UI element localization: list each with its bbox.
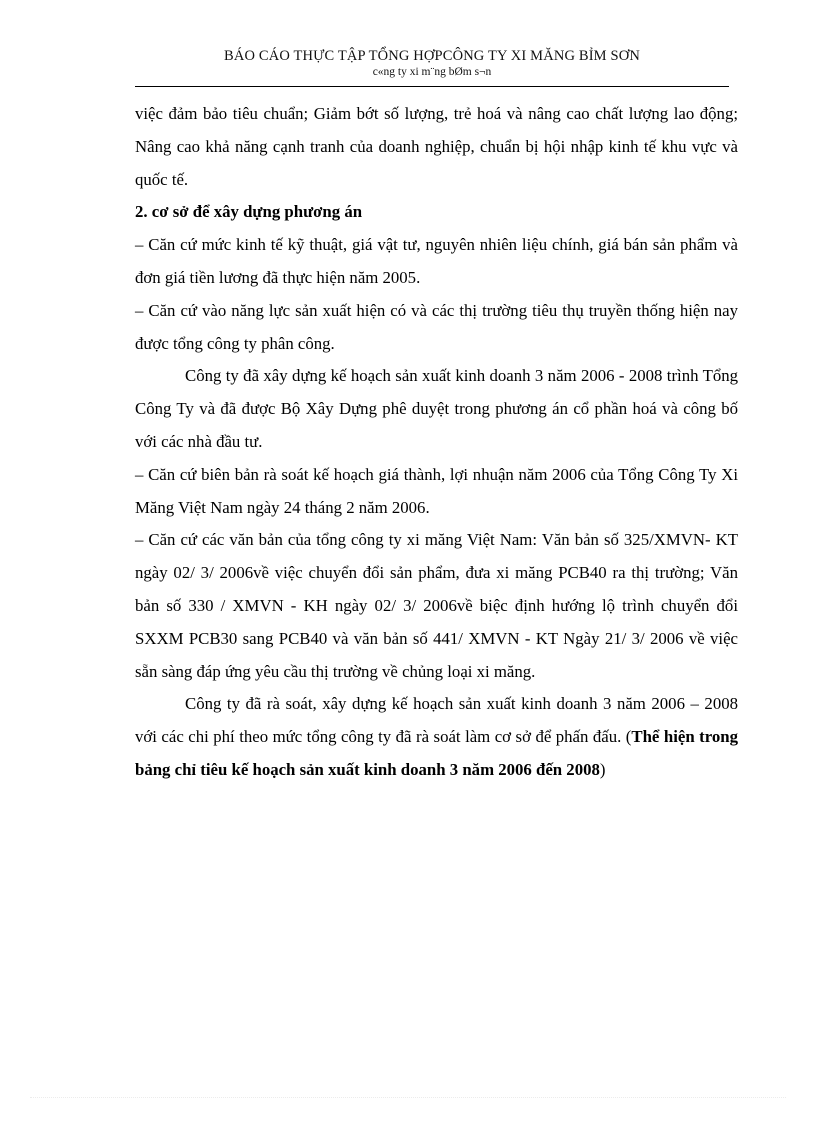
paragraph-7 <box>135 688 738 786</box>
paragraph-7-text: Công ty đã rà soát, xây dựng kế hoạch sản xuất kinh doanh 3 năm 2006 – 2008 với các chi phí theo mức tổng công ty đã rà soát làm cơ sở để phấn đấu. ( <box>135 694 738 747</box>
header-divider <box>135 86 729 87</box>
page-bottom-edge <box>30 1097 786 1098</box>
paragraph-6: – Căn cứ các văn bản của tổng công ty xi măng Việt Nam: Văn bản số 325/XMVN- KT ngày 02/ 3/ 2006về việc chuyển đổi sản phẩm, đưa xi măng PCB40 ra thị trường; Văn bản số 330 / XMVN - KH ngày 02/ 3/ 2006về biệc định hướng lộ trình chuyển đổi SXXM PCB30 sang PCB40 và văn bản số 441/ XMVN - KT Ngày 21/ 3/ 2006 về việc sẵn sàng đáp ứng yêu cầu thị trường về chủng loại xi măng. <box>135 530 738 681</box>
paragraph-3: – Căn cứ vào năng lực sản xuất hiện có và các thị trường tiêu thụ truyền thống hiện nay được tổng công ty phân công. <box>135 300 738 353</box>
section-heading: 2. cơ sở để xây dựng phương án <box>135 202 363 222</box>
page-header <box>135 48 729 78</box>
header-subtitle: c«ng ty xi m¨ng bØm s¬n <box>372 66 492 78</box>
header-title: BÁO CÁO THỰC TẬP TỔNG HỢPCÔNG TY XI MĂNG BỈM SƠN <box>224 48 640 64</box>
paragraph-4: Công ty đã xây dựng kế hoạch sản xuất kinh doanh 3 năm 2006 - 2008 trình Tổng Công Ty và đã được Bộ Xây Dựng phê duyệt trong phương án cổ phần hoá và công bố với các nhà đầu tư. <box>135 366 738 451</box>
document-body <box>135 98 738 787</box>
paragraph-7-close: ) <box>599 759 606 779</box>
paragraph-2: – Căn cứ mức kinh tế kỹ thuật, giá vật tư, nguyên nhiên liệu chính, giá bán sản phẩm và đơn giá tiền lương đã thực hiện năm 2005. <box>135 235 738 287</box>
paragraph-5: – Căn cứ biên bản rà soát kế hoạch giá thành, lợi nhuận năm 2006 của Tổng Công Ty Xi Măng Việt Nam ngày 24 tháng 2 năm 2006. <box>135 464 738 517</box>
paragraph-7-bold: Thể hiện trong bảng chỉ tiêu kế hoạch sản xuất kinh doanh 3 năm 2006 đến 2008 <box>135 727 738 779</box>
paragraph-1: việc đảm bảo tiêu chuẩn; Giảm bớt số lượng, trẻ hoá và nâng cao chất lượng lao động; Nâng cao khả năng cạnh tranh của doanh nghiệp, chuẩn bị hội nhập kinh tế khu vực và quốc tế. <box>135 104 738 189</box>
